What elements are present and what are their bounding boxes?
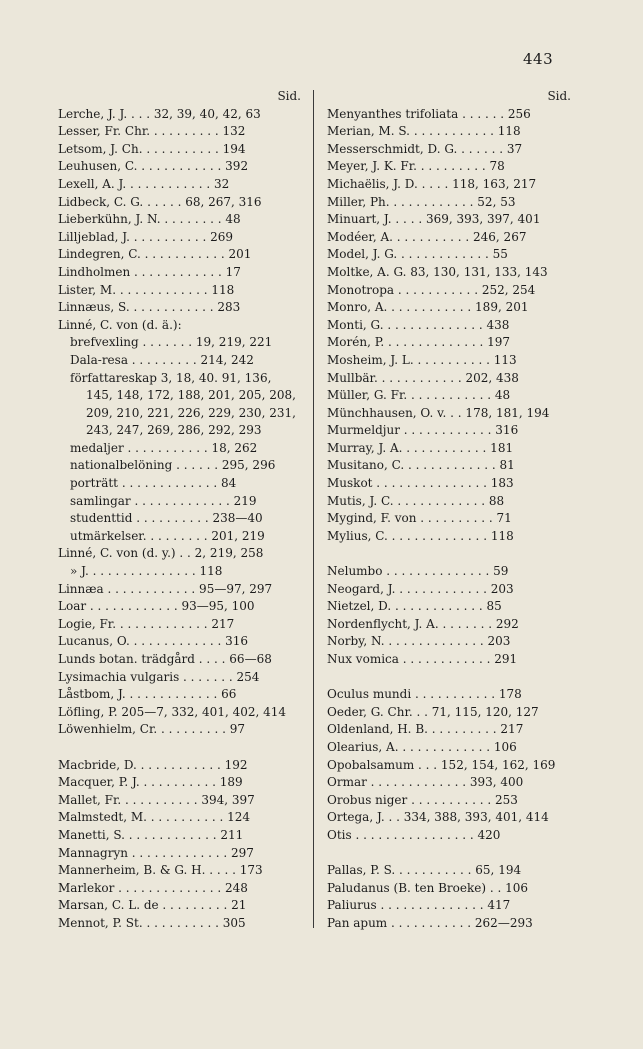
index-entry: Lexell, A. J. . . . . . . . . . . . 32 [58, 176, 230, 191]
index-entry: Otis . . . . . . . . . . . . . . . . 420 [327, 827, 501, 842]
index-entry: Nelumbo . . . . . . . . . . . . . . 59 [327, 564, 509, 579]
index-entry: Lister, M. . . . . . . . . . . . . 118 [58, 282, 235, 297]
index-entry: Pallas, P. S. . . . . . . . . . . 65, 194 [327, 863, 522, 878]
index-subentry: porträtt . . . . . . . . . . . . . 84 [70, 476, 237, 491]
index-entry: Opobalsamum . . . 152, 154, 162, 169 [327, 757, 556, 772]
sid-label: Sid. [547, 89, 571, 103]
index-entry: Malmstedt, M. . . . . . . . . . . 124 [58, 810, 250, 825]
index-entry: Lunds botan. trädgård . . . . 66—68 [58, 652, 272, 666]
index-entry: Lilljeblad, J. . . . . . . . . . . 269 [58, 229, 233, 244]
index-entry: Löfling, P. 205—7, 332, 401, 402, 414 [58, 704, 287, 719]
index-entry: Monotropa . . . . . . . . . . . 252, 254 [327, 282, 536, 297]
index-entry: Mallet, Fr. . . . . . . . . . . 394, 397 [58, 792, 255, 807]
index-entry: Mylius, C. . . . . . . . . . . . . . 118 [327, 528, 514, 543]
index-entry: Lidbeck, C. G. . . . . . 68, 267, 316 [58, 194, 262, 209]
index-entry: Paliurus . . . . . . . . . . . . . . 417 [327, 898, 511, 913]
index-entry: Manetti, S. . . . . . . . . . . . . 211 [58, 827, 244, 842]
index-subentry: » J. . . . . . . . . . . . . . . 118 [70, 564, 223, 579]
index-entry: Norby, N. . . . . . . . . . . . . . 203 [327, 634, 511, 649]
index-entry: Linné, C. von (d. ä.): [58, 317, 182, 332]
index-entry: Lieberkühn, J. N. . . . . . . . . 48 [58, 212, 241, 227]
index-entry: Låstbom, J. . . . . . . . . . . . . 66 [58, 687, 237, 702]
page-number: 443 [523, 50, 554, 68]
index-entry: Lesser, Fr. Chr. . . . . . . . . . 132 [58, 124, 246, 139]
index-entry: Ormar . . . . . . . . . . . . . 393, 400 [327, 775, 524, 790]
index-entry: Muskot . . . . . . . . . . . . . . . 183 [327, 476, 514, 491]
index-entry: Model, J. G. . . . . . . . . . . . . 55 [327, 247, 508, 262]
column-divider [313, 90, 314, 928]
index-entry: Lerche, J. J. . . . 32, 39, 40, 42, 63 [58, 106, 261, 121]
right-index-column [327, 88, 571, 933]
index-entry: Morén, P. . . . . . . . . . . . . . 197 [327, 335, 511, 350]
index-entry: Oldenland, H. B. . . . . . . . . . 217 [327, 722, 524, 737]
left-index-column [58, 88, 301, 933]
index-subentry-continued: 209, 210, 221, 226, 229, 230, 231, [86, 405, 296, 420]
index-entry: Lucanus, O. . . . . . . . . . . . . 316 [58, 634, 249, 649]
index-entry: Linnæa . . . . . . . . . . . . 95—97, 297 [58, 581, 273, 596]
index-entry: Ortega, J. . . 334, 388, 393, 401, 414 [327, 810, 549, 825]
index-entry: Mutis, J. C. . . . . . . . . . . . . 88 [327, 493, 505, 508]
index-entry: Lindegren, C. . . . . . . . . . . . 201 [58, 247, 252, 262]
index-entry: Mosheim, J. L. . . . . . . . . . . 113 [327, 352, 517, 367]
index-subentry-continued: 145, 148, 172, 188, 201, 205, 208, [86, 388, 296, 403]
index-entry: Messerschmidt, D. G. . . . . . . 37 [327, 141, 523, 156]
index-entry: Lindholmen . . . . . . . . . . . . 17 [58, 264, 241, 279]
index-entry: Macquer, P. J. . . . . . . . . . . 189 [58, 775, 243, 790]
index-entry: Marsan, C. L. de . . . . . . . . . 21 [58, 898, 247, 913]
index-entry: Münchhausen, O. v. . . 178, 181, 194 [327, 405, 550, 420]
index-entry: Logie, Fr. . . . . . . . . . . . . 217 [58, 616, 235, 631]
index-entry: Modéer, A. . . . . . . . . . . 246, 267 [327, 229, 527, 244]
index-entry: Oculus mundi . . . . . . . . . . . 178 [327, 687, 522, 702]
index-entry: Mannagryn . . . . . . . . . . . . . 297 [58, 845, 254, 860]
index-entry: Mennot, P. St. . . . . . . . . . . 305 [58, 915, 246, 930]
index-entry: Lysimachia vulgaris . . . . . . . 254 [58, 669, 260, 684]
index-entry: Murmeldjur . . . . . . . . . . . . 316 [327, 423, 519, 438]
index-entry: Minuart, J. . . . . 369, 393, 397, 401 [327, 212, 541, 227]
section-gap [327, 669, 571, 687]
index-entry: Neogard, J. . . . . . . . . . . . . 203 [327, 581, 514, 596]
index-entry: Macbride, D. . . . . . . . . . . . 192 [58, 757, 248, 772]
index-entry: Miller, Ph. . . . . . . . . . . . 52, 53 [327, 194, 516, 209]
index-entry: Mullbär. . . . . . . . . . . . 202, 438 [327, 370, 519, 385]
index-entry: Pan apum . . . . . . . . . . . 262—293 [327, 915, 533, 930]
index-entry: Murray, J. A. . . . . . . . . . . . 181 [327, 440, 514, 455]
section-gap [58, 739, 301, 757]
index-subentry: Dala-resa . . . . . . . . . 214, 242 [70, 352, 254, 367]
index-entry: Linnæus, S. . . . . . . . . . . . 283 [58, 300, 241, 315]
index-subentry: författareskap 3, 18, 40. 91, 136, [70, 370, 272, 385]
index-entry: Orobus niger . . . . . . . . . . . 253 [327, 792, 518, 807]
index-entry: Moltke, A. G. 83, 130, 131, 133, 143 [327, 264, 548, 279]
index-entry: Nordenflycht, J. A. . . . . . . . 292 [327, 616, 519, 631]
index-entry: Loar . . . . . . . . . . . . 93—95, 100 [58, 599, 255, 614]
index-entry: Müller, G. Fr. . . . . . . . . . . . 48 [327, 388, 511, 403]
index-entry: Monti, G. . . . . . . . . . . . . . 438 [327, 317, 510, 332]
index-entry: Letsom, J. Ch. . . . . . . . . . . 194 [58, 141, 246, 156]
index-entry: Musitano, C. . . . . . . . . . . . . 81 [327, 458, 515, 473]
index-entry: Michaëlis, J. D. . . . . 118, 163, 217 [327, 176, 537, 191]
index-entry: Löwenhielm, Cr. . . . . . . . . . 97 [58, 722, 245, 737]
index-subentry: utmärkelser. . . . . . . . . 201, 219 [70, 528, 265, 543]
index-entry: Olearius, A. . . . . . . . . . . . . 106 [327, 739, 517, 754]
index-entry: Mygind, F. von . . . . . . . . . . 71 [327, 511, 512, 526]
index-entry: Mannerheim, B. & G. H. . . . . 173 [58, 863, 263, 878]
index-entry: Leuhusen, C. . . . . . . . . . . . 392 [58, 159, 249, 174]
index-subentry-continued: 243, 247, 269, 286, 292, 293 [86, 423, 262, 438]
index-entry: Nux vomica . . . . . . . . . . . . 291 [327, 652, 518, 666]
section-gap [327, 545, 571, 563]
index-entry: Menyanthes trifoliata . . . . . . 256 [327, 106, 531, 121]
index-subentry: studenttid . . . . . . . . . . 238—40 [70, 511, 263, 526]
index-entry: Oeder, G. Chr. . . 71, 115, 120, 127 [327, 704, 539, 719]
index-subentry: nationalbelöning . . . . . . 295, 296 [70, 458, 276, 473]
index-entry: Monro, A. . . . . . . . . . . . 189, 201 [327, 300, 529, 315]
index-entry: Marlekor . . . . . . . . . . . . . . 248 [58, 880, 248, 895]
sid-label: Sid. [277, 89, 301, 103]
section-gap [327, 845, 571, 863]
index-subentry: medaljer . . . . . . . . . . . 18, 262 [70, 440, 258, 455]
index-entry: Paludanus (B. ten Broeke) . . 106 [327, 880, 529, 895]
index-subentry: brefvexling . . . . . . . 19, 219, 221 [70, 335, 273, 350]
index-entry: Meyer, J. K. Fr. . . . . . . . . . 78 [327, 159, 505, 174]
index-entry: Merian, M. S. . . . . . . . . . . . 118 [327, 124, 521, 139]
index-entry: Nietzel, D. . . . . . . . . . . . . 85 [327, 599, 502, 614]
index-subentry: samlingar . . . . . . . . . . . . . 219 [70, 493, 257, 508]
index-entry: Linné, C. von (d. y.) . . 2, 219, 258 [58, 546, 264, 561]
